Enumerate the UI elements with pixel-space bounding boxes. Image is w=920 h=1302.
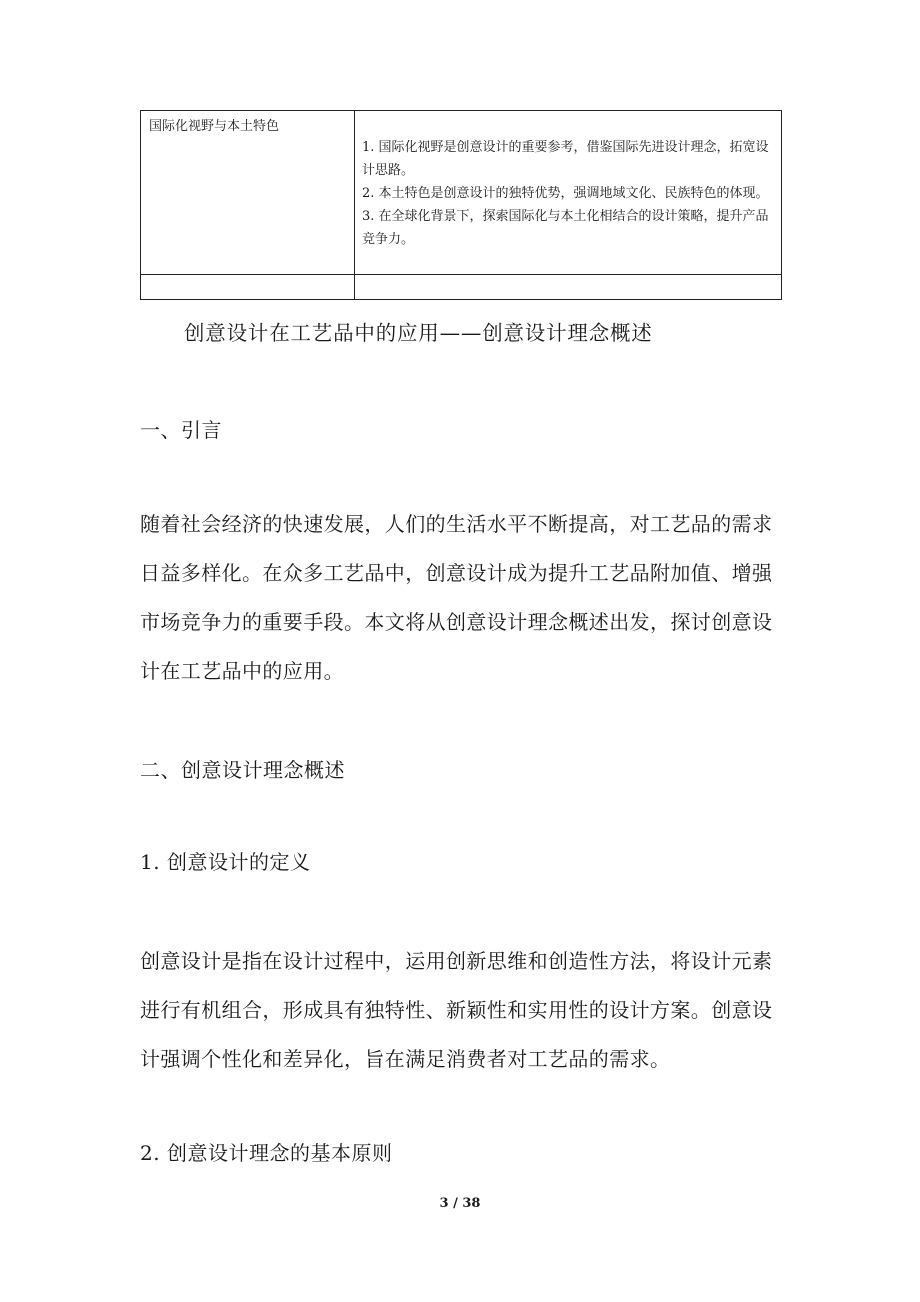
summary-table [140,110,782,300]
row-label: 国际化视野与本土特色 [149,119,280,134]
subsection-heading-principles: 2. 创意设计理念的基本原则 [140,1141,393,1165]
section-heading-introduction: 一、引言 [140,418,222,442]
point-item: 1. 国际化视野是创意设计的重要参考，借鉴国际先进设计理念，拓宽设计思路。 [362,140,769,178]
definition-paragraph: 创意设计是指在设计过程中，运用创新思维和创造性方法，将设计元素进行有机组合，形成具有独特性、新颖性和实用性的设计方案。创意设计强调个性化和差异化，旨在满足消费者对工艺品的需求。 [140,949,773,1071]
document-title: 创意设计在工艺品中的应用——创意设计理念概述 [184,321,653,345]
point-item: 2. 本土特色是创意设计的独特优势，强调地域文化、民族特色的体现。 [362,186,769,201]
point-item: 3. 在全球化背景下，探索国际化与本土化相结合的设计策略，提升产品竞争力。 [362,209,769,247]
table-cell-points [355,111,782,275]
table-row-empty [141,275,782,300]
subsection-heading-definition: 1. 创意设计的定义 [140,850,311,874]
table-row [141,111,782,275]
table-cell-empty [141,275,355,300]
table-cell-empty [355,275,782,300]
page-number: 3 / 38 [439,1196,481,1211]
section-heading-concept-overview: 二、创意设计理念概述 [140,758,345,782]
table-cell-label [141,111,355,275]
introduction-paragraph: 随着社会经济的快速发展，人们的生活水平不断提高，对工艺品的需求日益多样化。在众多工艺品中，创意设计成为提升工艺品附加值、增强市场竞争力的重要手段。本文将从创意设计理念概述出发，探讨创意设计在工艺品中的应用。 [140,512,773,683]
